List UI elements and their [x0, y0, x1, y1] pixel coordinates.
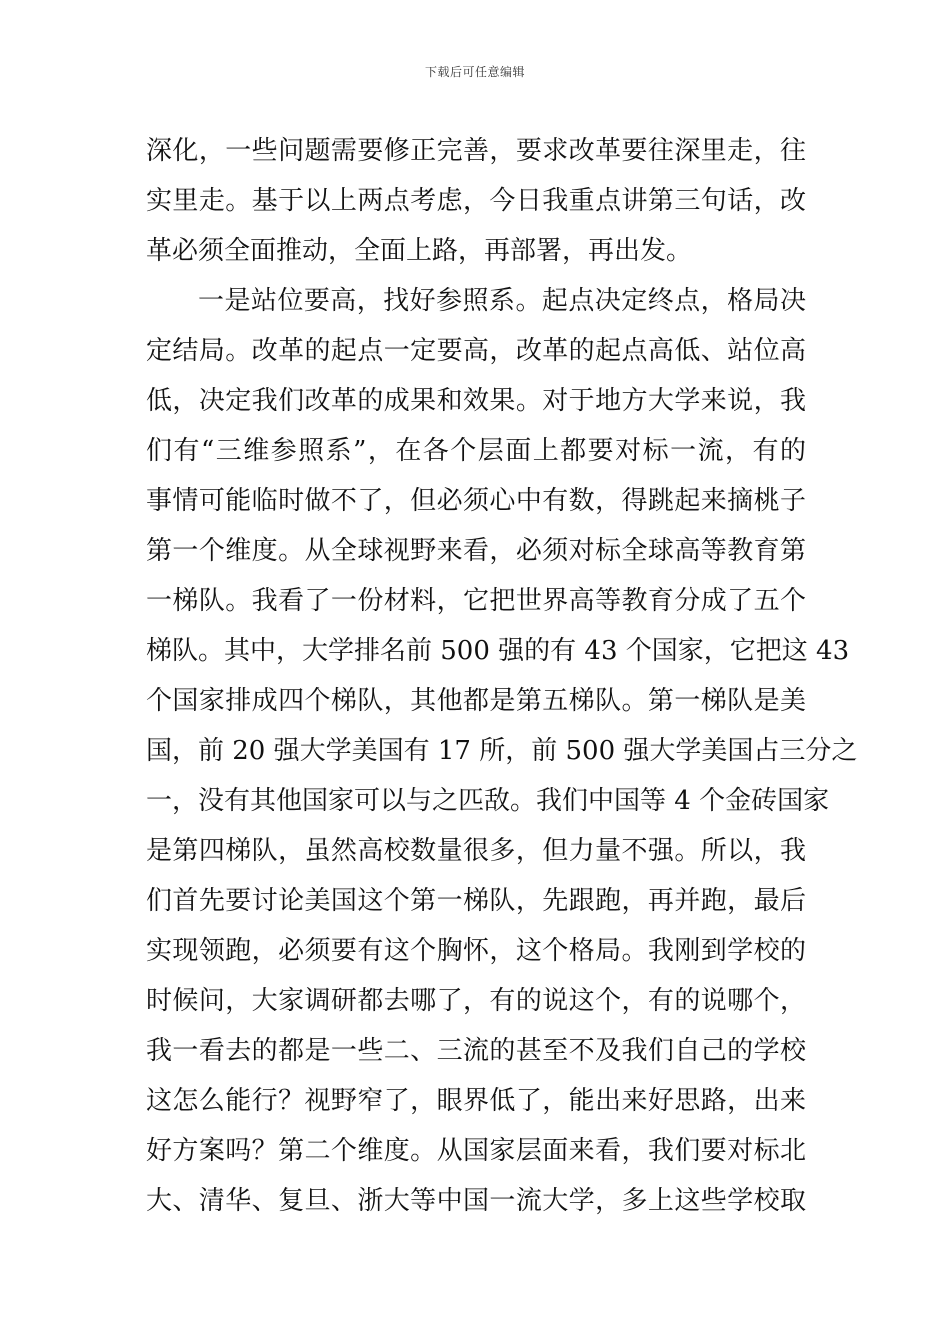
text-line: 这怎么能行？视野窄了，眼界低了，能出来好思路，出来	[146, 1086, 806, 1116]
text-line: 第一个维度。从全球视野来看，必须对标全球高等教育第	[146, 536, 806, 566]
text-line: 一梯队。我看了一份材料，它把世界高等教育分成了五个	[146, 586, 806, 616]
document-body	[146, 126, 858, 1226]
page-header: 下载后可任意编辑	[424, 65, 525, 79]
paragraph-start-line: 一是站位要高，找好参照系。起点决定终点，格局决	[198, 286, 806, 316]
text-line: 们有“三维参照系”，在各个层面上都要对标一流，有的	[146, 436, 806, 466]
text-line: 时候问，大家调研都去哪了，有的说这个，有的说哪个，	[146, 986, 806, 1016]
text-line: 实现领跑，必须要有这个胸怀，这个格局。我刚到学校的	[146, 936, 806, 966]
text-line: 好方案吗？第二个维度。从国家层面来看，我们要对标北	[146, 1136, 806, 1166]
text-line: 深化，一些问题需要修正完善，要求改革要往深里走，往	[146, 136, 806, 166]
text-line: 一，没有其他国家可以与之匹敌。我们中国等 4 个金砖国家	[146, 786, 830, 816]
text-line: 梯队。其中，大学排名前 500 强的有 43 个国家，它把这 43	[146, 636, 850, 666]
text-line: 定结局。改革的起点一定要高，改革的起点高低、站位高	[146, 336, 806, 366]
text-line: 实里走。基于以上两点考虑，今日我重点讲第三句话，改	[146, 186, 806, 216]
text-line: 是第四梯队，虽然高校数量很多，但力量不强。所以，我	[146, 836, 806, 866]
text-line: 大、清华、复旦、浙大等中国一流大学，多上这些学校取	[146, 1186, 806, 1216]
text-line: 革必须全面推动，全面上路，再部署，再出发。	[146, 236, 693, 266]
text-line: 国，前 20 强大学美国有 17 所，前 500 强大学美国占三分之	[146, 736, 858, 766]
text-line: 个国家排成四个梯队，其他都是第五梯队。第一梯队是美	[146, 686, 806, 716]
text-line: 事情可能临时做不了，但必须心中有数，得跳起来摘桃子	[146, 486, 806, 516]
text-line: 们首先要讨论美国这个第一梯队，先跟跑，再并跑，最后	[146, 886, 806, 916]
text-line: 我一看去的都是一些二、三流的甚至不及我们自己的学校	[146, 1036, 806, 1066]
text-line: 低，决定我们改革的成果和效果。对于地方大学来说，我	[146, 386, 806, 416]
